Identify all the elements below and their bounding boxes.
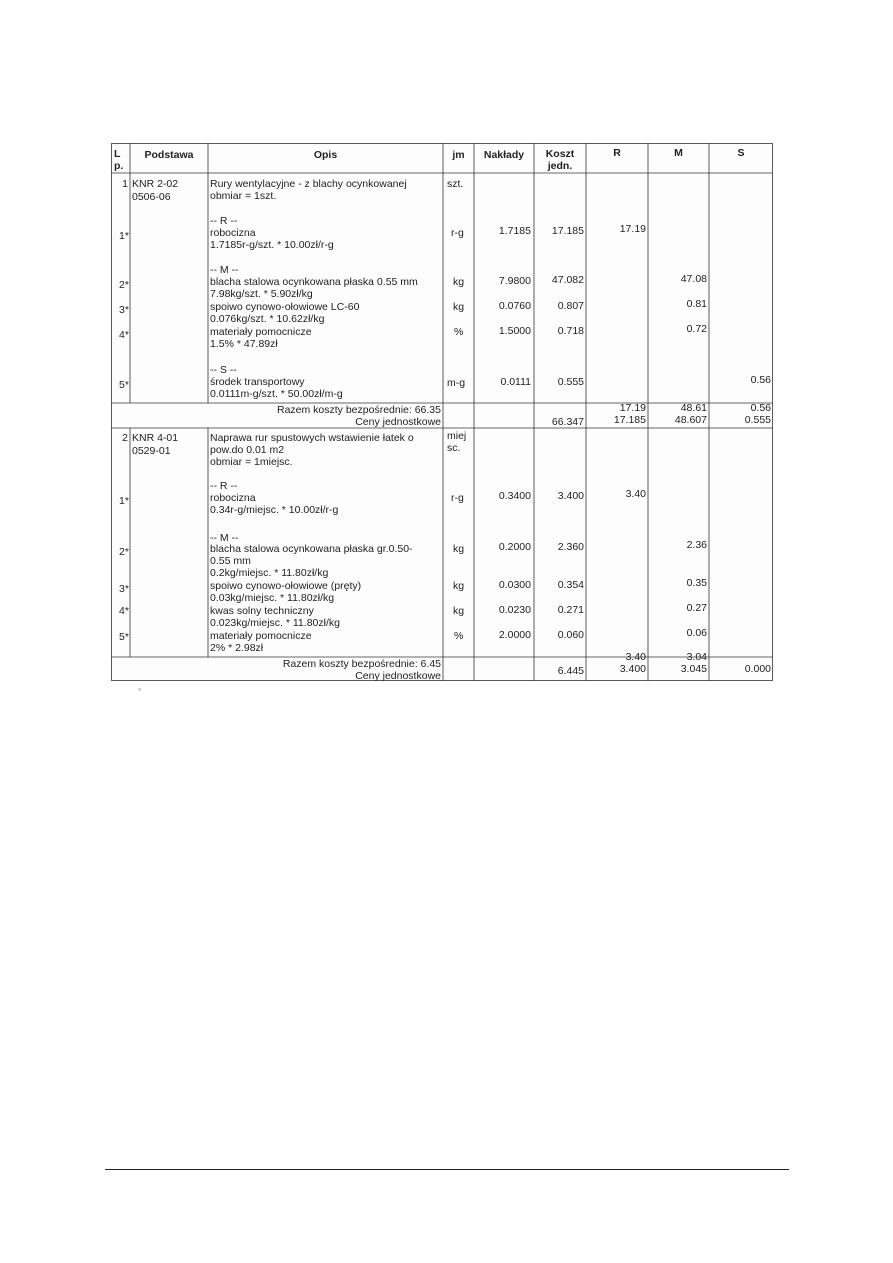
pos2-row1-lp: 1*	[119, 495, 129, 507]
pos2-summary-r1: 3.40	[625, 651, 646, 663]
header-s: S	[737, 147, 745, 159]
pos2-row2-calc: 0.2kg/miejsc. * 11.80zł/kg	[210, 567, 329, 579]
header-koszt-line2: jedn.	[547, 160, 573, 172]
pos1-row3-jm: kg	[453, 301, 465, 313]
pos2-summary-s2: 0.000	[744, 663, 771, 675]
pos2-row1-r: 3.40	[625, 488, 646, 500]
pos1-summary-m1: 48.61	[680, 402, 707, 414]
pos1-row5-koszt: 0.555	[557, 376, 584, 388]
pos2-summary-m2: 3.045	[680, 663, 707, 675]
pos2-row2-koszt: 2.360	[557, 541, 584, 553]
pos2-row1-naklady: 0.3400	[498, 490, 531, 502]
pos2-opis-line1: Naprawa rur spustowych wstawienie łatek o	[210, 432, 414, 444]
pos2-number: 2	[122, 432, 128, 444]
pos1-section-r: -- R --	[210, 215, 238, 227]
pos2-podstawa-line2: 0529-01	[132, 445, 171, 457]
pos2-row4-lp: 4*	[119, 605, 129, 617]
pos2-row3-name: spoiwo cynowo-ołowiowe (pręty)	[210, 580, 362, 592]
pos1-row1-naklady: 1.7185	[498, 225, 531, 237]
scan-speck	[138, 688, 141, 691]
pos2-row4-koszt: 0.271	[557, 604, 584, 616]
pos1-summary-m2: 48.607	[674, 414, 707, 426]
pos2-summary-m1: 3.04	[686, 651, 707, 663]
pos2-row5-jm: %	[454, 630, 464, 642]
pos1-row3-name: spoiwo cynowo-ołowiowe LC-60	[210, 301, 360, 313]
pos1-row1-jm: r-g	[451, 227, 464, 239]
pos1-row1-r: 17.19	[619, 223, 646, 235]
pos2-row2-jm: kg	[453, 543, 465, 555]
pos1-row5-s: 0.56	[750, 374, 771, 386]
pos2-row3-naklady: 0.0300	[498, 579, 531, 591]
pos2-row5-calc: 2% * 2.98zł	[210, 642, 264, 654]
pos2-row2-lp: 2*	[119, 546, 129, 558]
pos2-row1-jm: r-g	[451, 492, 464, 504]
pos1-summary-r1: 17.19	[619, 402, 646, 414]
pos1-row2-calc: 7.98kg/szt. * 5.90zł/kg	[210, 288, 313, 300]
pos1-summary-s2: 0.555	[744, 414, 771, 426]
pos1-podstawa-line1: KNR 2-02	[132, 178, 179, 190]
pos2-row3-lp: 3*	[119, 583, 129, 595]
pos1-row2-naklady: 7.9800	[498, 275, 531, 287]
header-podstawa: Podstawa	[144, 149, 194, 161]
pos2-row4-jm: kg	[453, 605, 465, 617]
pos1-opis-line2: obmiar = 1szt.	[210, 190, 277, 202]
pos2-ceny-label: Ceny jednostkowe	[355, 670, 441, 682]
pos2-row5-naklady: 2.0000	[498, 629, 531, 641]
pos2-row2-m: 2.36	[686, 539, 707, 551]
pos2-opis-line3: obmiar = 1miejsc.	[210, 456, 293, 468]
pos1-row2-lp: 2*	[119, 279, 129, 291]
pos1-row5-lp: 5*	[119, 379, 129, 391]
pos1-row4-jm: %	[454, 326, 464, 338]
pos1-row4-koszt: 0.718	[557, 325, 584, 337]
pos2-opis-line2: pow.do 0.01 m2	[210, 444, 285, 456]
header-koszt	[534, 148, 586, 172]
pos1-jm: szt.	[447, 178, 464, 190]
header-koszt-line1: Koszt	[545, 148, 575, 160]
pos2-podstawa-line1: KNR 4-01	[132, 432, 179, 444]
pos1-row3-m: 0.81	[686, 298, 707, 310]
pos1-summary-s1: 0.56	[750, 402, 771, 414]
pos1-ceny-label: Ceny jednostkowe	[355, 416, 441, 428]
pos2-row3-m: 0.35	[686, 577, 707, 589]
header-lp	[114, 148, 128, 172]
pos1-row5-naklady: 0.0111	[500, 376, 531, 388]
pos1-row4-m: 0.72	[686, 323, 707, 335]
header-r: R	[613, 147, 621, 159]
pos1-opis-line1: Rury wentylacyjne - z blachy ocynkowanej	[210, 178, 407, 190]
pos2-row3-jm: kg	[453, 580, 465, 592]
pos1-row4-lp: 4*	[119, 329, 129, 341]
cost-estimate-table	[111, 143, 773, 681]
pos1-row1-calc: 1.7185r-g/szt. * 10.00zł/r-g	[210, 239, 334, 251]
pos1-row3-naklady: 0.0760	[498, 300, 531, 312]
pos1-razem-label: Razem koszty bezpośrednie: 66.35	[276, 404, 441, 416]
pos1-row4-name: materiały pomocnicze	[210, 326, 312, 338]
pos1-row2-jm: kg	[453, 276, 465, 288]
pos2-row5-name: materiały pomocnicze	[210, 630, 312, 642]
pos1-summary-r2: 17.185	[613, 414, 646, 426]
pos1-podstawa-line2: 0506-06	[132, 191, 171, 203]
pos1-section-m: -- M --	[210, 264, 239, 276]
header-lp-line1: L	[114, 148, 121, 160]
header-naklady: Nakłady	[483, 149, 525, 161]
pos2-row3-koszt: 0.354	[557, 579, 584, 591]
header-m: M	[674, 147, 683, 159]
pos2-row5-koszt: 0.060	[557, 629, 584, 641]
pos2-jm-line1: miej	[447, 430, 467, 442]
pos2-row4-calc: 0.023kg/miejsc. * 11.80zł/kg	[210, 617, 340, 629]
pos1-row1-lp: 1*	[119, 230, 129, 242]
header-lp-line2: p.	[114, 160, 124, 172]
pos2-summary-r2: 3.400	[619, 663, 646, 675]
pos2-row5-m: 0.06	[686, 627, 707, 639]
header-opis: Opis	[313, 149, 338, 161]
pos2-row2-name: blacha stalowa ocynkowana płaska gr.0.50-	[210, 543, 413, 555]
pos2-row4-naklady: 0.0230	[498, 604, 531, 616]
pos1-summary-koszt: 66.347	[551, 416, 584, 428]
pos1-row2-m: 47.08	[680, 273, 707, 285]
pos2-row4-name: kwas solny techniczny	[210, 605, 314, 617]
pos1-row4-naklady: 1.5000	[498, 325, 531, 337]
pos1-row3-calc: 0.076kg/szt. * 10.62zł/kg	[210, 313, 325, 325]
pos2-razem-label: Razem koszty bezpośrednie: 6.45	[282, 658, 441, 670]
pos2-row4-m: 0.27	[686, 602, 707, 614]
pos1-row4-calc: 1.5% * 47.89zł	[210, 338, 278, 350]
pos2-section-m: -- M --	[210, 532, 239, 544]
pos1-row1-koszt: 17.185	[551, 225, 584, 237]
pos2-jm-line2: sc.	[447, 442, 461, 454]
pos1-row5-calc: 0.0111m-g/szt. * 50.00zł/m-g	[210, 388, 343, 400]
pos1-row1-name: robocizna	[210, 227, 256, 239]
pos1-section-s: -- S --	[210, 364, 237, 376]
pos1-row3-koszt: 0.807	[557, 300, 584, 312]
pos2-row2-naklady: 0.2000	[498, 541, 531, 553]
pos1-row2-koszt: 47.082	[551, 274, 584, 286]
pos1-row3-lp: 3*	[119, 304, 129, 316]
pos2-section-r: -- R --	[210, 480, 238, 492]
pos2-row1-koszt: 3.400	[557, 490, 584, 502]
pos2-row3-calc: 0.03kg/miejsc. * 11.80zł/kg	[210, 592, 335, 604]
pos1-row5-jm: m-g	[447, 377, 466, 389]
pos2-row1-calc: 0.34r-g/miejsc. * 10.00zł/r-g	[210, 504, 339, 516]
pos2-row2-name2: 0.55 mm	[210, 555, 251, 567]
pos1-number: 1	[122, 178, 128, 190]
pos2-row5-lp: 5*	[119, 631, 129, 643]
header-jm: jm	[452, 149, 465, 161]
pos1-row5-name: środek transportowy	[210, 376, 305, 388]
pos2-summary-koszt: 6.445	[557, 665, 584, 677]
pos1-row2-name: blacha stalowa ocynkowana płaska 0.55 mm	[210, 276, 418, 288]
footer-rule	[105, 1169, 789, 1170]
pos2-row1-name: robocizna	[210, 492, 256, 504]
